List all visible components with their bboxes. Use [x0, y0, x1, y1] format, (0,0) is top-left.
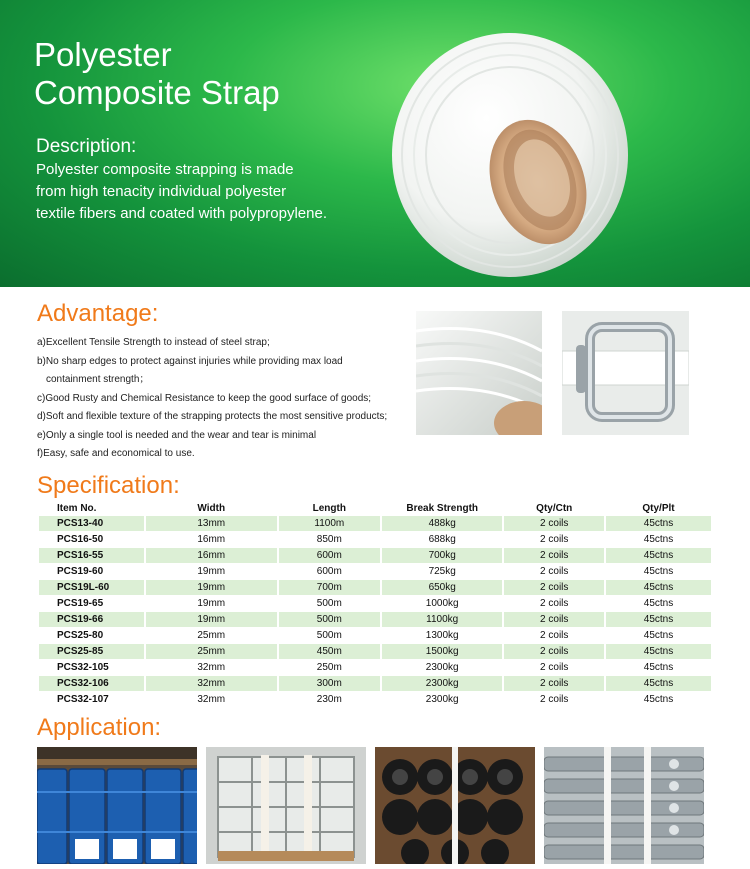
application-image-chemical-drums [37, 747, 197, 864]
table-cell: 2 coils [504, 580, 604, 595]
description-line: Polyester composite strapping is made [36, 161, 294, 178]
table-cell: 2 coils [504, 676, 604, 691]
item-number-cell: PCS25-80 [57, 630, 104, 641]
table-row [39, 596, 711, 611]
description-line: textile fibers and coated with polypropylene. [36, 205, 328, 222]
advantage-item-continuation: containment strength； [46, 374, 150, 385]
table-cell: 2 coils [540, 630, 569, 641]
table-cell: 230m [316, 694, 342, 705]
table-cell: 450m [279, 644, 380, 659]
table-cell: 25mm [197, 630, 226, 641]
table-cell: 19mm [146, 612, 277, 627]
description-text [36, 159, 366, 225]
table-row [39, 612, 711, 627]
advantage-list [37, 334, 407, 464]
table-cell: 1100kg [382, 612, 502, 627]
application-image-metal-bars [544, 747, 704, 864]
metal-buckle-image [562, 311, 689, 435]
column-header: Width [197, 502, 226, 514]
table-row [39, 628, 711, 643]
table-cell: 500m [279, 612, 380, 627]
table-cell: 2 coils [504, 612, 604, 627]
table-cell: 2 coils [504, 516, 604, 531]
column-header: Qty/Ctn [536, 502, 573, 514]
table-cell: 2 coils [540, 534, 569, 545]
table-cell: 688kg [428, 534, 456, 545]
table-cell: 45ctns [643, 598, 674, 609]
table-cell: 700m [279, 580, 380, 595]
table-row [39, 580, 711, 595]
advantage-item: e)Only a single tool is needed and the wear and tear is minimal [37, 429, 317, 441]
table-cell: 45ctns [643, 694, 674, 705]
table-row [39, 548, 711, 563]
table-row [39, 676, 711, 691]
table-cell: 45ctns [606, 580, 711, 595]
specification-heading: Specification: [37, 472, 180, 499]
advantage-item: c)Good Rusty and Chemical Resistance to keep the good surface of goods; [37, 392, 372, 404]
hero-banner [0, 0, 750, 287]
item-number-cell: PCS16-50 [57, 534, 104, 545]
item-number-cell: PCS32-107 [57, 694, 109, 705]
table-row [39, 660, 711, 675]
table-cell: 16mm [146, 548, 277, 563]
table-cell: 45ctns [643, 662, 674, 673]
column-header: Item No. [57, 502, 97, 514]
advantage-item: b)No sharp edges to protect against injuries while providing max load [37, 355, 343, 367]
table-row [39, 516, 711, 531]
strap-closeup-image [416, 311, 542, 435]
table-cell: 45ctns [606, 548, 711, 563]
table-cell: 45ctns [643, 534, 674, 545]
table-cell: 500m [316, 598, 342, 609]
table-cell: 2 coils [540, 694, 569, 705]
item-number-cell: PCS19-66 [39, 612, 144, 627]
table-cell: 250m [316, 662, 342, 673]
item-number-cell: PCS25-85 [39, 644, 144, 659]
advantage-item: a)Excellent Tensile Strength to instead of steel strap; [37, 337, 270, 348]
table-cell: 1300kg [425, 630, 459, 641]
product-title [34, 36, 364, 112]
table-cell: 850m [316, 534, 342, 545]
table-cell: 45ctns [643, 630, 674, 641]
table-row [39, 692, 711, 707]
table-cell: 32mm [197, 662, 226, 673]
table-cell: 13mm [146, 516, 277, 531]
table-cell: 700kg [382, 548, 502, 563]
table-cell: 45ctns [606, 644, 711, 659]
table-cell: 45ctns [643, 566, 674, 577]
item-number-cell: PCS19-60 [57, 566, 104, 577]
table-cell: 500m [316, 630, 342, 641]
product-title-line1: Polyester [34, 36, 172, 73]
strap-reel-image [390, 20, 640, 280]
table-cell: 600m [279, 548, 380, 563]
table-header-row [39, 501, 711, 515]
table-cell: 300m [279, 676, 380, 691]
table-cell: 2300kg [425, 662, 459, 673]
item-number-cell: PCS32-105 [57, 662, 109, 673]
table-cell: 45ctns [606, 516, 711, 531]
table-row [39, 532, 711, 547]
item-number-cell: PCS16-55 [39, 548, 144, 563]
item-number-cell: PCS19L-60 [39, 580, 144, 595]
table-cell: 2 coils [504, 548, 604, 563]
table-cell: 2 coils [504, 644, 604, 659]
table-cell: 16mm [197, 534, 226, 545]
column-header: Break Strength [406, 502, 479, 514]
table-cell: 725kg [428, 566, 456, 577]
table-cell: 19mm [146, 580, 277, 595]
advantage-item: f)Easy, safe and economical to use. [37, 448, 195, 459]
specification-table [37, 500, 713, 708]
advantage-item: d)Soft and flexible texture of the strapping protects the most sensitive products; [37, 411, 388, 422]
table-cell: 2 coils [540, 662, 569, 673]
table-cell: 25mm [146, 644, 277, 659]
table-cell: 45ctns [606, 676, 711, 691]
table-cell: 2 coils [540, 598, 569, 609]
table-cell: 600m [316, 566, 342, 577]
table-cell: 19mm [197, 566, 226, 577]
table-cell: 650kg [382, 580, 502, 595]
item-number-cell: PCS32-106 [39, 676, 144, 691]
item-number-cell: PCS19-65 [57, 598, 104, 609]
table-cell: 32mm [146, 676, 277, 691]
application-heading: Application: [37, 714, 162, 741]
description-line: from high tenacity individual polyester [36, 183, 287, 200]
column-header: Qty/Plt [642, 502, 675, 514]
application-image-pipe-fittings [375, 747, 535, 864]
table-row [39, 564, 711, 579]
description-heading: Description: [36, 136, 137, 157]
table-cell: 1500kg [382, 644, 502, 659]
column-header: Length [312, 502, 346, 514]
table-cell: 488kg [382, 516, 502, 531]
application-image-ibc-container [206, 747, 366, 864]
table-cell: 32mm [197, 694, 226, 705]
table-cell: 19mm [197, 598, 226, 609]
product-title-line2: Composite Strap [34, 74, 280, 111]
table-cell: 2300kg [425, 694, 459, 705]
advantage-item [37, 371, 407, 390]
table-cell: 2300kg [382, 676, 502, 691]
table-cell: 1000kg [425, 598, 459, 609]
advantage-heading: Advantage: [37, 300, 159, 327]
table-cell: 2 coils [540, 566, 569, 577]
table-row [39, 644, 711, 659]
table-cell: 1100m [279, 516, 380, 531]
item-number-cell: PCS13-40 [39, 516, 144, 531]
table-cell: 45ctns [606, 612, 711, 627]
